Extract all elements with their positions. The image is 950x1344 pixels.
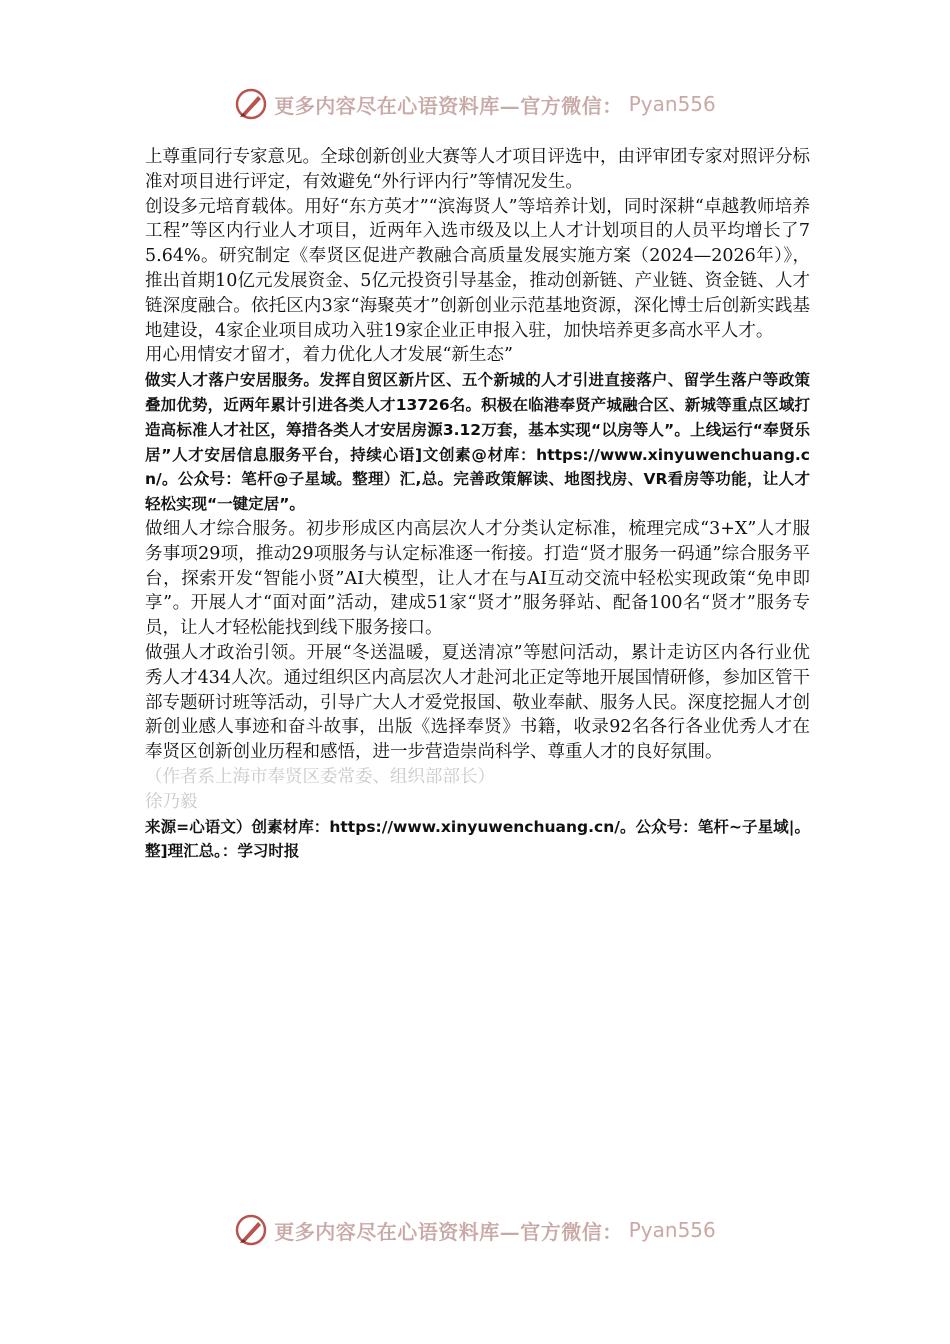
brush-logo-icon xyxy=(234,1213,268,1247)
source-line: 来源=心语文）创素材库：https://www.xinyuwenchuang.cn/。公众号：笔杆~子星域|。整]理汇总。：学习时报 xyxy=(145,817,810,861)
author-position: （作者系上海市奉贤区委常委、组织部部长） xyxy=(145,766,495,787)
banner-text: 更多内容尽在心语资料库—官方微信： xyxy=(274,93,623,118)
brush-logo-icon xyxy=(234,87,268,121)
article-body xyxy=(145,145,810,864)
banner-wechat-id: Pyan556 xyxy=(628,1218,716,1242)
paragraph-housing-services: 做实人才落户安居服务。发挥自贸区新片区、五个新城的人才引进直接落户、留学生落户等政策叠加优势，近两年累计引进各类人才13726名。积极在临港奉贤产城融合区、新城等重点区域打造高标准人才社区，筹措各类人才安居房源3.12万套，基本实现“以房等人”。上线运行“奉贤乐居”人才安居信息服务平台，持续心语]文创素@材库：https://www.xinyuwenchuang.cn/。公众号：笔杆@子星域。整理）汇,总。完善政策解读、地图找房、VR看房等功能，让人才轻松实现“一键定居”。 xyxy=(145,371,810,514)
author-name: 徐乃毅 xyxy=(145,791,198,812)
paragraph-cultivation-carriers: 创设多元培育载体。用好“东方英才”“滨海贤人”等培养计划，同时深耕“卓越教师培养工程”等区内行业人才项目，近两年入选市级及以上人才计划项目的人员平均增长了75.64%。研究制定《奉贤区促进产教融合高质量发展实施方案（2024—2026年）》，推出首期10亿元发展资金、5亿元投资引导基金，推动创新链、产业链、资金链、人才链深度融合。依托区内3家“海聚英才”创新创业示范基地资源，深化博士后创新实践基地建设，4家企业项目成功入驻19家企业正申报入驻，加快培养更多高水平人才。 xyxy=(145,196,810,341)
banner-wechat-id: Pyan556 xyxy=(628,92,716,116)
paragraph-political-guidance: 做强人才政治引领。开展“冬送温暖，夏送清凉”等慰问活动，累计走访区内各行业优秀人才434人次。通过组织区内高层次人才赴河北正定等地开展国情研修，参加区管干部专题研讨班等活动，引导广大人才爱党报国、敬业奉献、服务人民。深度挖掘人才创新创业感人事迹和奋斗故事，出版《选择奉贤》书籍，收录92名各行各业优秀人才在奉贤区创新创业历程和感悟，进一步营造崇尚科学、尊重人才的良好氛围。 xyxy=(145,642,810,763)
footer-watermark-banner xyxy=(0,1210,950,1250)
header-watermark-banner xyxy=(0,84,950,124)
paragraph-comprehensive-services: 做细人才综合服务。初步形成区内高层次人才分类认定标准，梳理完成“3+X”人才服务事项29项，推动29项服务与认定标准逐一衔接。打造“贤才服务一码通”综合服务平台，探索开发“智能小贤”AI大模型，让人才在与AI互动交流中轻松实现政策“免申即享”。开展人才“面对面”活动，建成51家“贤才”服务驿站、配备100名“贤才”服务专员，让人才轻松能找到线下服务接口。 xyxy=(145,518,810,639)
paragraph-expert-opinion: 上尊重同行专家意见。全球创新创业大赛等人才项目评选中，由评审团专家对照评分标准对项目进行评定，有效避免“外行评内行”等情况发生。 xyxy=(145,147,810,192)
banner-text: 更多内容尽在心语资料库—官方微信： xyxy=(274,1219,623,1244)
section-heading-ecosystem: 用心用情安才留才，着力优化人才发展“新生态” xyxy=(145,345,513,366)
